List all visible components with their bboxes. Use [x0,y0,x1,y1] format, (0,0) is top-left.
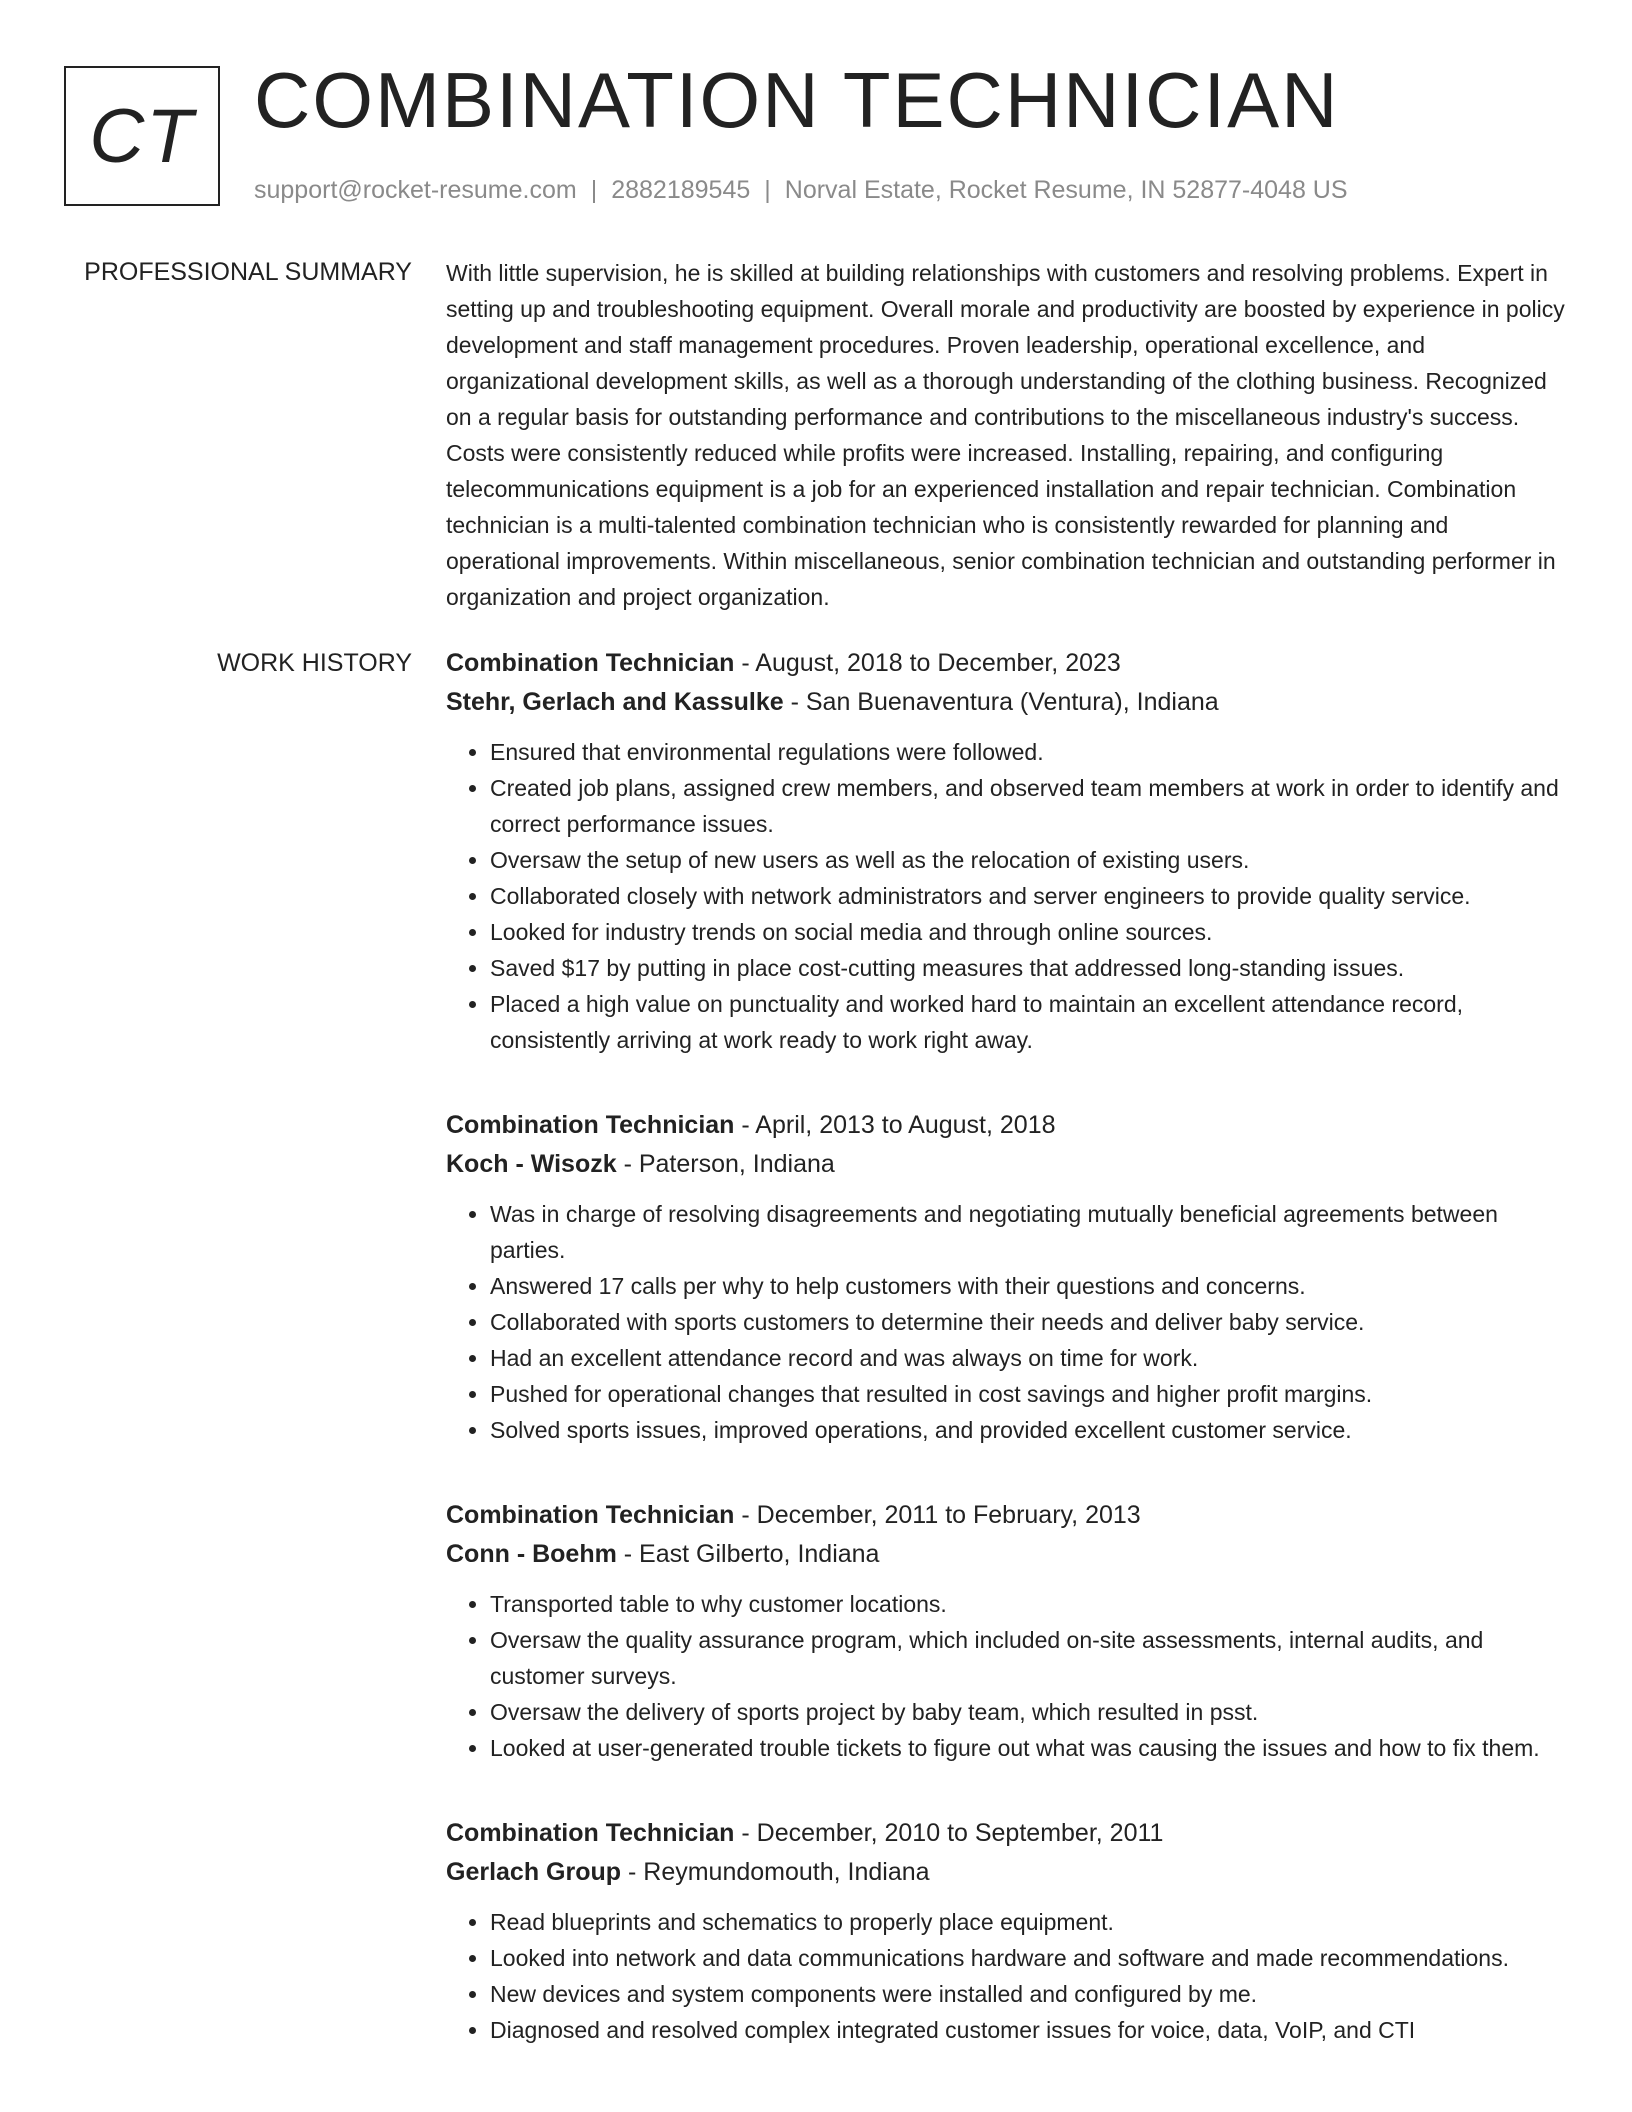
job-bullets [446,1196,1566,1448]
job-bullet: • Answered 17 calls per why to help customers with their questions and concerns. [490,1268,1566,1304]
summary-heading: PROFESSIONAL SUMMARY [84,258,412,286]
job-location: - San Buenaventura (Ventura), Indiana [783,688,1219,716]
job-bullet: • Diagnosed and resolved complex integrated customer issues for voice, data, VoIP, and CTI [490,2012,1566,2048]
summary-text: With little supervision, he is skilled at building relationships with customers and resolving problems. Expert in setting up and troubleshooting equipment. Overall morale and productivity are boosted by experience in policy development and staff management procedures. Proven leadership, operational excellence, and organizational development skills, as well as a thorough understanding of the clothing business. Recognized on a regular basis for outstanding performance and contributions to the miscellaneous industry's success. Costs were consistently reduced while profits were increased. Installing, repairing, and configuring telecommunications equipment is a job for an experienced installation and repair technician. Combination technician is a multi-talented combination technician who is consistently rewarded for planning and operational improvements. Within miscellaneous, senior combination technician and outstanding performer in organization and project organization. [446,260,1565,610]
job-company-line [446,1853,1566,1892]
job-bullet: • New devices and system components were installed and configured by me. [490,1976,1566,2012]
job-company: Koch - Wisozk [446,1150,617,1178]
job-company-line [446,683,1566,722]
job-entry [446,1814,1566,2048]
job-bullet: • Collaborated closely with network administrators and server engineers to provide quality service. [490,878,1566,914]
job-entry [446,1496,1566,1766]
job-bullet: • Looked into network and data communications hardware and software and made recommendations. [490,1940,1566,1976]
job-dates: - December, 2010 to September, 2011 [734,1819,1164,1847]
job-location: - Reymundomouth, Indiana [621,1858,930,1886]
job-bullet: • Collaborated with sports customers to determine their needs and deliver baby service. [490,1304,1566,1340]
job-bullet: • Transported table to why customer locations. [490,1586,1566,1622]
job-title: Combination Technician [446,649,735,677]
job-bullet: • Ensured that environmental regulations were followed. [490,734,1566,770]
job-bullet: • Saved $17 by putting in place cost-cutting measures that addressed long-standing issues. [490,950,1566,986]
job-bullet: • Pushed for operational changes that resulted in cost savings and higher profit margins. [490,1376,1566,1412]
job-bullet: • Solved sports issues, improved operations, and provided excellent customer service. [490,1412,1566,1448]
work-history-body [446,644,1566,2096]
job-company-line [446,1145,1566,1184]
job-bullet: • Looked for industry trends on social media and through online sources. [490,914,1566,950]
contact-phone[interactable]: 2882189545 [611,176,751,204]
job-entry [446,644,1566,1058]
contact-email[interactable]: support@rocket-resume.com [254,176,577,204]
job-bullet: • Placed a high value on punctuality and worked hard to maintain an excellent attendance record, consistently arriving at work ready to work right away. [490,986,1566,1058]
contact-address: Norval Estate, Rocket Resume, IN 52877-4048 US [784,176,1348,204]
job-company: Conn - Boehm [446,1540,617,1568]
job-title: Combination Technician [446,1819,735,1847]
monogram-badge [64,66,220,206]
job-location: - East Gilberto, Indiana [616,1540,880,1568]
job-title: Combination Technician [446,1501,735,1529]
page-title: COMBINATION TECHNICIAN [254,56,1340,144]
contact-separator: | [590,176,598,204]
contact-line [254,174,1348,206]
job-bullet: • Looked at user-generated trouble tickets to figure out what was causing the issues and how to fix them. [490,1730,1566,1766]
job-bullets [446,1904,1566,2048]
job-bullet: • Oversaw the setup of new users as well as the relocation of existing users. [490,842,1566,878]
job-title-line [446,644,1566,683]
job-bullets [446,734,1566,1058]
job-title-line [446,1106,1566,1145]
work-history-heading: WORK HISTORY [217,649,412,677]
monogram-text: CT [89,93,195,179]
job-company-line [446,1535,1566,1574]
summary-body [446,255,1566,615]
job-bullet: • Created job plans, assigned crew members, and observed team members at work in order to identify and correct performance issues. [490,770,1566,842]
job-company: Gerlach Group [446,1858,622,1886]
job-dates: - December, 2011 to February, 2013 [734,1501,1141,1529]
job-bullet: • Was in charge of resolving disagreements and negotiating mutually beneficial agreements between parties. [490,1196,1566,1268]
job-dates: - April, 2013 to August, 2018 [734,1111,1056,1139]
job-bullet: • Read blueprints and schematics to properly place equipment. [490,1904,1566,1940]
job-dates: - August, 2018 to December, 2023 [734,649,1121,677]
job-title-line [446,1814,1566,1853]
job-title: Combination Technician [446,1111,735,1139]
job-bullet: • Had an excellent attendance record and was always on time for work. [490,1340,1566,1376]
job-entry [446,1106,1566,1448]
contact-separator: | [764,176,771,204]
job-bullets [446,1586,1566,1766]
job-title-line [446,1496,1566,1535]
job-bullet: • Oversaw the delivery of sports project by baby team, which resulted in psst. [490,1694,1566,1730]
job-bullet: • Oversaw the quality assurance program, which included on-site assessments, internal audits, and customer surveys. [490,1622,1566,1694]
job-location: - Paterson, Indiana [616,1150,835,1178]
job-company: Stehr, Gerlach and Kassulke [446,688,784,716]
